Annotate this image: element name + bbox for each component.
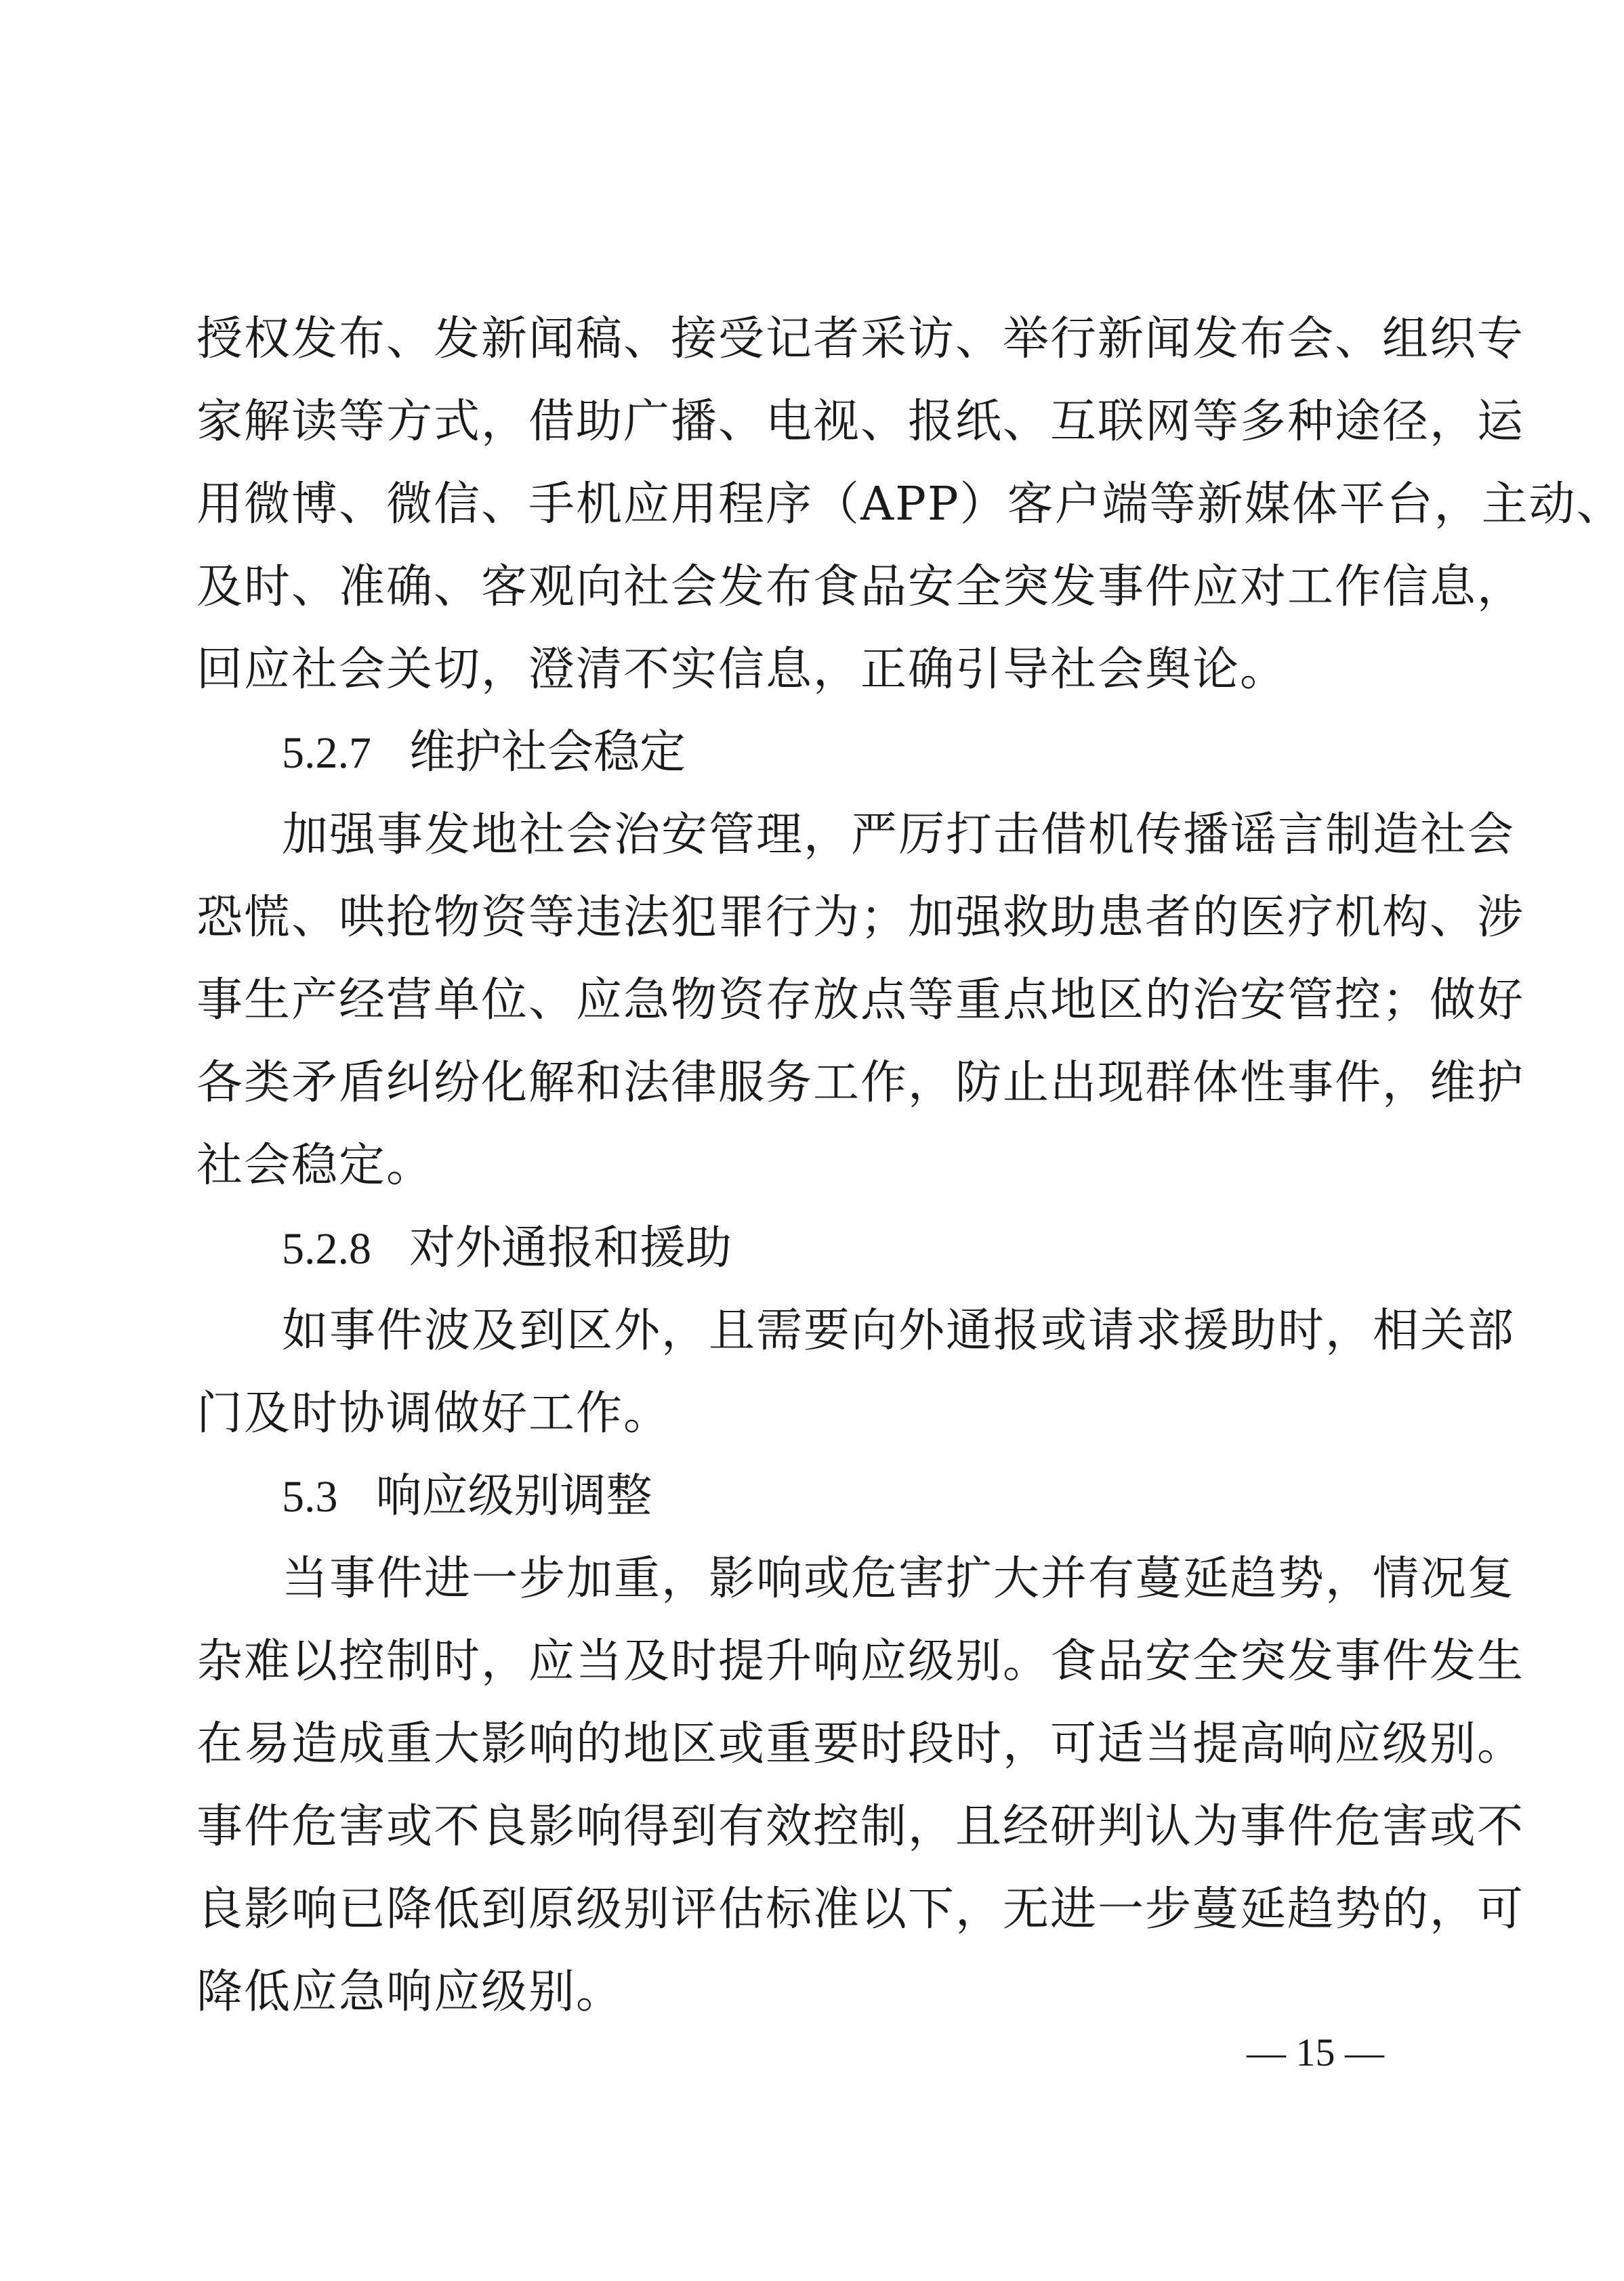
text-line: 良影响已降低到原级别评估标准以下，无进一步蔓延趋势的，可 — [196, 1883, 1525, 1936]
section-title: 对外通报和援助 — [409, 1221, 732, 1275]
text-line: 社会稳定。 — [196, 1139, 434, 1192]
section-number: 5.2.8 — [282, 1224, 371, 1274]
paragraph-external-notification — [196, 1290, 1516, 1455]
text-line: 事生产经营单位、应急物资存放点等重点地区的治安管控；做好 — [196, 974, 1525, 1027]
text-line: 回应社会关切，澄清不实信息，正确引导社会舆论。 — [196, 643, 1288, 696]
document-body — [196, 298, 1624, 2034]
section-heading-5-2-8 — [196, 1207, 1416, 1290]
text-line: 门及时协调做好工作。 — [196, 1387, 671, 1440]
section-heading-5-2-7 — [196, 711, 1416, 794]
text-line: 杂难以控制时，应当及时提升响应级别。食品安全突发事件发生 — [196, 1635, 1525, 1688]
paragraph-response-level-adjustment — [196, 1538, 1525, 2034]
section-title: 响应级别调整 — [375, 1469, 652, 1523]
page-number: — 15 — — [1247, 2030, 1384, 2074]
text-line: 加强事发地社会治安管理，严厉打击借机传播谣言制造社会 — [282, 808, 1516, 862]
text-line: 当事件进一步加重，影响或危害扩大并有蔓延趋势，情况复 — [282, 1552, 1516, 1606]
text-line: 及时、准确、客观向社会发布食品安全突发事件应对工作信息， — [196, 560, 1525, 614]
paragraph-info-release — [196, 298, 1624, 711]
text-line: 事件危害或不良影响得到有效控制，且经研判认为事件危害或不 — [196, 1800, 1525, 1854]
text-line: 降低应急响应级别。 — [196, 1965, 624, 2019]
text-line: 如事件波及到区外，且需要向外通报或请求援助时，相关部 — [282, 1304, 1516, 1358]
section-number: 5.3 — [282, 1472, 338, 1522]
text-line: 各类矛盾纠纷化解和法律服务工作，防止出现群体性事件，维护 — [196, 1056, 1525, 1110]
section-title: 维护社会稳定 — [409, 726, 686, 779]
text-line: 恐慌、哄抢物资等违法犯罪行为；加强救助患者的医疗机构、涉 — [196, 891, 1525, 944]
paragraph-social-stability — [196, 794, 1525, 1207]
section-number: 5.2.7 — [282, 728, 371, 778]
section-heading-5-3 — [196, 1455, 1416, 1538]
text-line: 在易造成重大影响的地区或重要时段时，可适当提高响应级别。 — [196, 1717, 1525, 1771]
text-line: 用微博、微信、手机应用程序（APP）客户端等新媒体平台，主动、 — [196, 478, 1624, 531]
text-line: 家解读等方式，借助广播、电视、报纸、互联网等多种途径，运 — [196, 395, 1525, 448]
text-line: 授权发布、发新闻稿、接受记者采访、举行新闻发布会、组织专 — [196, 312, 1525, 366]
